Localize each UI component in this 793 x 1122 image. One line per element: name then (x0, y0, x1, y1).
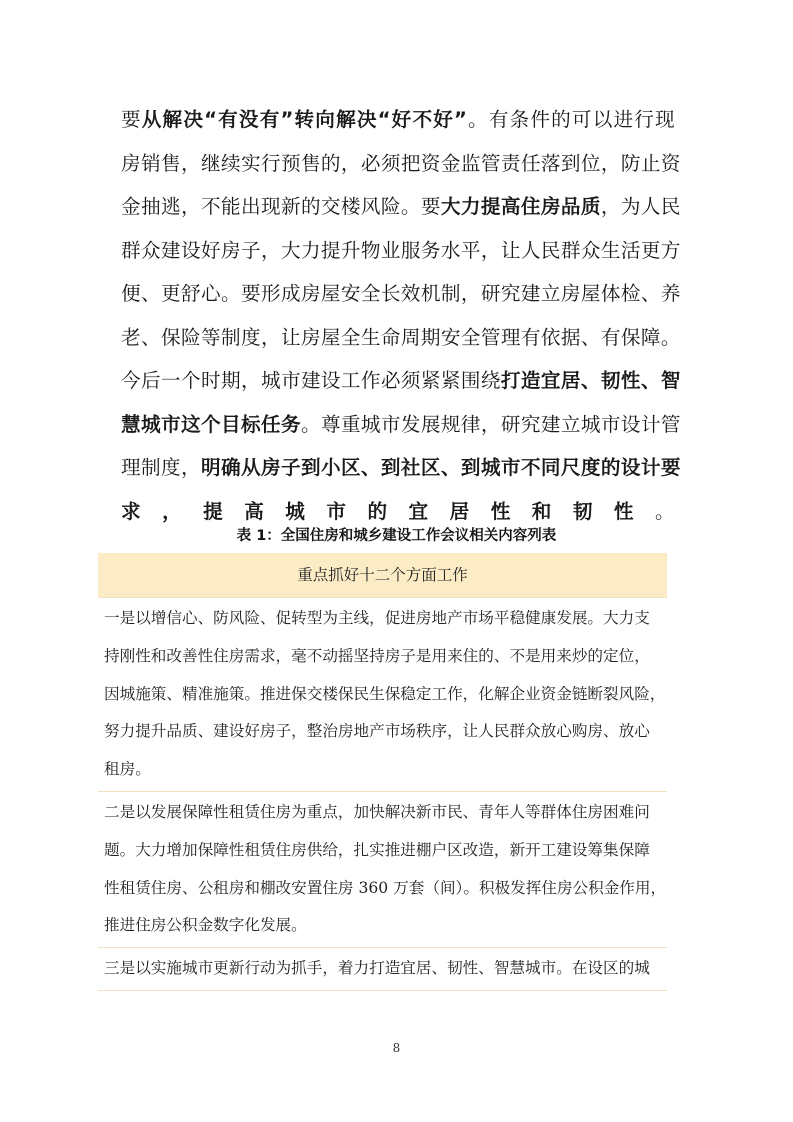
table-cell-line: 因城施策、精准施策。推进保交楼保民生保稳定工作，化解企业资金链断裂风险， (104, 684, 666, 703)
emphasis-text: 打造宜居、韧性、智 (500, 369, 681, 392)
table-cell-line: 推进住房公积金数字化发展。 (104, 916, 307, 935)
table-cell-line: 一是以增信心、防风险、促转型为主线，促进房地产市场平稳健康发展。大力支 (104, 609, 650, 627)
table-cell-line: 性租赁住房、公租房和棚改安置住房 360 万套（间）。积极发挥住房公积金作用， (104, 878, 667, 897)
table-cell-line: 题。大力增加保障性租赁住房供给，扎实推进棚户区改造，新开工建设筹集保障 (104, 840, 650, 859)
emphasis-text: 大力提高住房品质 (440, 195, 601, 218)
paragraph-text: 房销售，继续实行预售的，必须把资金监管责任落到位，防止资 (121, 151, 681, 175)
paragraph-line (121, 359, 681, 403)
table-row (98, 597, 667, 791)
body-paragraph (121, 98, 681, 533)
paragraph-text: 今后一个时期，城市建设工作必须紧紧围绕 (121, 369, 501, 392)
table-row (98, 791, 667, 947)
emphasis-text: 从解决“有没有”转向解决“好不好” (141, 108, 468, 131)
paragraph-line (121, 446, 681, 490)
paragraph-text: 。有条件的可以进行现 (467, 108, 676, 131)
page-number: 8 (392, 1041, 401, 1055)
paragraph-line (121, 185, 681, 229)
emphasis-text: 慧城市这个目标任务 (121, 412, 301, 436)
table-cell-line: 三是以实施城市更新行动为抓手，着力打造宜居、韧性、智慧城市。在设区的城 (104, 959, 650, 978)
table-caption: 表 1：全国住房和城乡建设工作会议相关内容列表 (236, 528, 557, 544)
table-cell-line: 努力提升品质、建设好房子，整治房地产市场秩序，让人民群众放心购房、放心 (104, 722, 650, 741)
table-cell-line: 二是以发展保障性租赁住房为重点，加快解决新市民、青年人等群体住房困难问 (104, 802, 650, 821)
table-cell-line: 租房。 (104, 760, 151, 779)
paragraph-text: 。尊重城市发展规律，研究建立城市设计管 (300, 412, 681, 436)
paragraph-text: ，为人民 (600, 195, 681, 218)
paragraph-text: 群众建设好房子，大力提升物业服务水平，让人民群众生活更方 (121, 238, 681, 262)
table-row (98, 947, 667, 990)
paragraph-text: 老、保险等制度，让房屋全生命周期安全管理有依据、有保障。 (121, 325, 681, 349)
paragraph-line (121, 229, 681, 273)
paragraph-line (121, 98, 675, 142)
paragraph-line (121, 272, 681, 316)
table-header: 重点抓好十二个方面工作 (98, 553, 667, 597)
paragraph-text: 要 (121, 108, 142, 131)
paragraph-line (121, 142, 681, 186)
emphasis-text: 求，提高城市的宜居性和韧性 (121, 499, 655, 523)
paragraph-line (121, 316, 681, 360)
emphasis-text: 明确从房子到小区、到社区、到城市不同尺度的设计要 (200, 456, 681, 479)
paragraph-line (121, 403, 681, 447)
paragraph-text: 金抽逃，不能出现新的交楼风险。要 (121, 195, 441, 218)
paragraph-text: 。 (655, 499, 675, 523)
paragraph-text: 理制度， (121, 456, 201, 479)
table-cell-line: 持刚性和改善性住房需求，毫不动摇坚持房子是用来住的、不是用来炒的定位， (104, 646, 650, 665)
content-table (98, 553, 667, 991)
paragraph-text: 便、更舒心。要形成房屋安全长效机制，研究建立房屋体检、养 (121, 282, 681, 305)
